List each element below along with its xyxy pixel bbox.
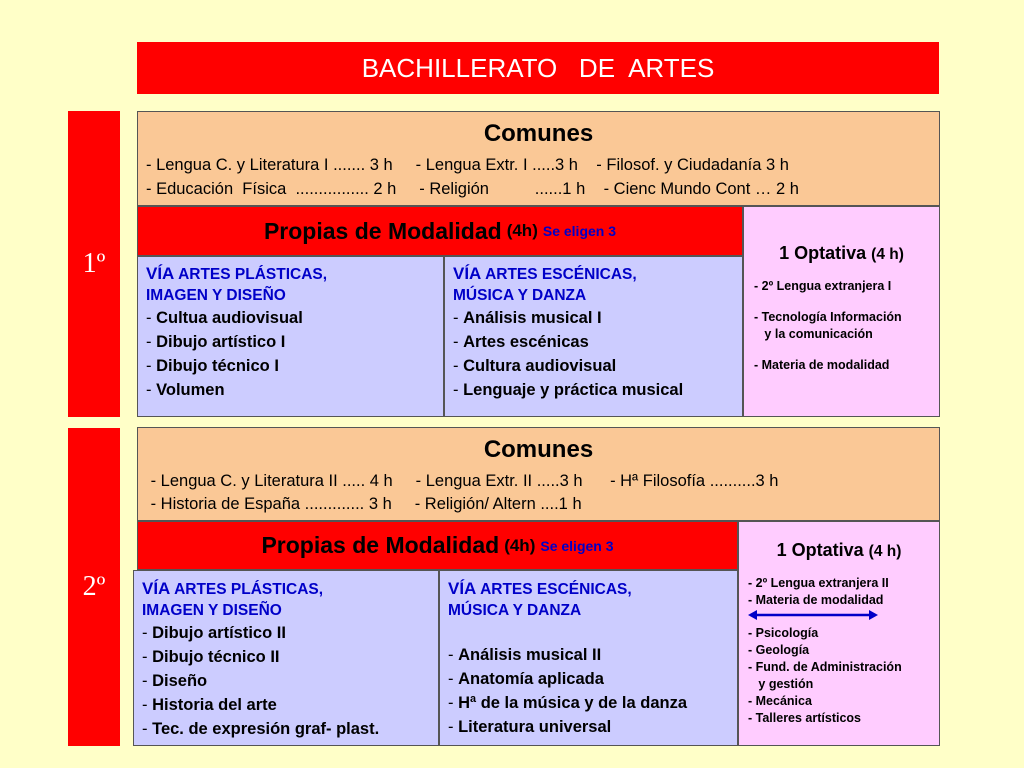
first-via-plasticas: [137, 256, 444, 417]
first-modalidad-title: Propias de Modalidad: [263, 217, 502, 244]
list-item: - Lenguaje y práctica musical: [453, 381, 684, 399]
year-second-label: 2º: [68, 428, 120, 746]
first-via-escenicas-heading: [453, 263, 734, 306]
second-modalidad-header: [137, 521, 738, 570]
first-modalidad-header: [137, 206, 743, 256]
list-item: y la comunicación: [754, 327, 873, 341]
second-optativa-hours: (4 h): [868, 543, 902, 560]
list-item: - Talleres artísticos: [748, 711, 862, 725]
list-item: - Fund. de Administración: [748, 660, 902, 674]
first-via-escenicas-name-b: MÚSICA Y DANZA: [453, 287, 587, 304]
second-modalidad-note: Se eligen 3: [540, 537, 614, 554]
first-optativa-box: [743, 206, 940, 417]
list-item: - 2º Lengua extranjera II: [748, 576, 889, 590]
first-comunes-line-2: - Educación Física ................ 2 h - Religión ......1 h - Cienc Mundo Cont … 2 h: [146, 180, 799, 198]
list-item: y gestión: [748, 677, 814, 691]
first-modalidad-hours: (4h): [506, 221, 538, 240]
list-item: - Materia de modalidad: [754, 358, 890, 372]
list-item: - Análisis musical II: [448, 646, 602, 664]
first-comunes-title: Comunes: [483, 120, 594, 147]
first-comunes-box: [137, 111, 940, 206]
list-item: - Artes escénicas: [453, 333, 589, 351]
first-via-escenicas: [444, 256, 743, 417]
second-via-plasticas-name-a: ARTES PLÁSTICAS,: [170, 581, 324, 598]
list-item: - Dibujo artístico II: [142, 624, 286, 642]
list-item: - Psicología: [748, 626, 819, 640]
second-via-escenicas: [439, 570, 738, 746]
first-optativa-title: 1 Optativa: [779, 243, 867, 263]
second-via-escenicas-name-b: MÚSICA Y DANZA: [448, 602, 582, 619]
first-via-plasticas-heading: [146, 263, 435, 306]
first-optativa-hours: (4 h): [871, 246, 904, 263]
list-item: - Tec. de expresión graf- plast.: [142, 720, 380, 738]
list-item: - Dibujo artístico I: [146, 333, 286, 351]
first-via-plasticas-name-a: ARTES PLÁSTICAS,: [174, 266, 328, 283]
list-item: - Cultua audiovisual: [146, 309, 303, 327]
second-optativa-box: [738, 521, 940, 746]
first-optativa-heading: [744, 243, 939, 264]
second-via-plasticas-name-b: IMAGEN Y DISEÑO: [142, 602, 282, 619]
list-item: - Volumen: [146, 381, 225, 399]
list-item: - Hª de la música y de la danza: [448, 694, 688, 712]
list-item: - Materia de modalidad: [748, 593, 884, 607]
first-comunes-line-1: - Lengua C. y Literatura I ....... 3 h - Lengua Extr. I .....3 h - Filosof. y Ciudadanía 3 h: [146, 156, 789, 174]
second-via-plasticas-via: VÍA: [142, 579, 171, 598]
second-via-escenicas-via: VÍA: [448, 579, 477, 598]
second-via-plasticas-heading: [142, 578, 430, 621]
second-comunes-title: Comunes: [483, 436, 594, 463]
second-comunes-line-2: - Historia de España ............. 3 h - Religión/ Altern ....1 h: [146, 495, 582, 513]
first-via-escenicas-via: VÍA: [453, 264, 482, 283]
second-comunes-box: [137, 427, 940, 521]
second-comunes-line-1: - Lengua C. y Literatura II ..... 4 h - Lengua Extr. II .....3 h - Hª Filosofía ..........3 h: [146, 472, 779, 490]
page-title: BACHILLERATO DE ARTES: [137, 42, 939, 94]
list-item: - Literatura universal: [448, 718, 612, 736]
second-modalidad-hours: (4h): [504, 535, 536, 555]
list-item: - Dibujo técnico II: [142, 648, 280, 666]
second-via-escenicas-name-a: ARTES ESCÉNICAS,: [476, 581, 632, 598]
double-arrow-icon: [748, 609, 878, 621]
list-item: - Cultura audiovisual: [453, 357, 617, 375]
year-first-label: 1º: [68, 111, 120, 417]
list-item: - Tecnología Información: [754, 310, 902, 324]
first-via-plasticas-via: VÍA: [146, 264, 175, 283]
second-modalidad-title: Propias de Modalidad: [261, 532, 500, 558]
list-item: - Historia del arte: [142, 696, 277, 714]
list-item: - Diseño: [142, 672, 208, 690]
first-modalidad-note: Se eligen 3: [542, 223, 617, 239]
second-optativa-title: 1 Optativa: [776, 540, 864, 560]
first-via-escenicas-name-a: ARTES ESCÉNICAS,: [481, 266, 637, 283]
list-item: - Mecánica: [748, 694, 812, 708]
list-item: - Geología: [748, 643, 810, 657]
list-item: - Dibujo técnico I: [146, 357, 279, 375]
list-item: - Análisis musical I: [453, 309, 602, 327]
list-item: - 2º Lengua extranjera I: [754, 279, 892, 293]
list-item: - Anatomía aplicada: [448, 670, 604, 688]
second-optativa-heading: [739, 540, 939, 561]
second-via-escenicas-heading: [448, 578, 729, 621]
first-via-plasticas-name-b: IMAGEN Y DISEÑO: [146, 287, 286, 304]
second-via-plasticas: [133, 570, 439, 746]
